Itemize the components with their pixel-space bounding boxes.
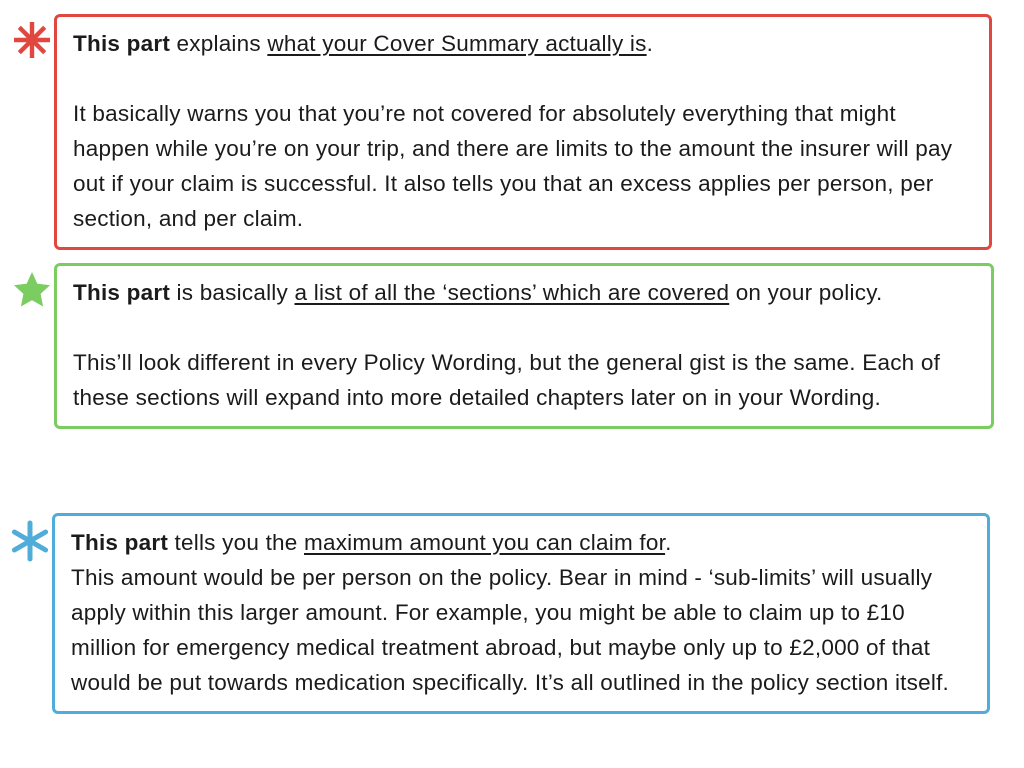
callout-maximum-amount xyxy=(52,513,990,714)
paragraph-run: tells you the xyxy=(168,530,304,555)
blue-asterisk-icon xyxy=(8,519,52,563)
annotation-row-sections-list xyxy=(10,263,1024,429)
annotation-row-maximum-amount xyxy=(8,513,1024,714)
highlighted-phrase: a list of all the ‘sections’ which are covered xyxy=(294,280,730,305)
lead-in-label: This part xyxy=(73,31,171,56)
callout-sections-list xyxy=(54,263,994,429)
callout-paragraph xyxy=(73,275,977,310)
lead-in-label: This part xyxy=(73,280,171,305)
callout-paragraph xyxy=(73,26,975,61)
green-star-icon xyxy=(12,269,52,309)
callout-paragraph: This’ll look different in every Policy Wording, but the general gist is the same. Each of these sections will expand into more detailed chapters later on in your Wording. xyxy=(73,350,941,410)
red-asterisk-burst-icon xyxy=(12,20,52,60)
callout-paragraph: It basically warns you that you’re not covered for absolutely everything that might happen while you’re on your trip, and there are limits to the amount the insurer will pay out if your claim is successful. It also tells you that an excess applies per person, per section, and per claim. xyxy=(73,101,953,231)
marker-cover-summary xyxy=(10,14,54,60)
callout-cover-summary xyxy=(54,14,992,250)
lead-in-label: This part xyxy=(71,530,169,555)
annotation-row-cover-summary xyxy=(10,14,1014,250)
marker-sections-list xyxy=(10,263,54,309)
paragraph-run: . xyxy=(665,530,672,555)
paragraph-run: explains xyxy=(170,31,268,56)
callout-paragraph xyxy=(71,525,973,560)
paragraph-run: on your policy. xyxy=(729,280,883,305)
callout-paragraph: This amount would be per person on the policy. Bear in mind - ‘sub-limits’ will usually apply within this larger amount. For example, you might be able to claim up to £10 million for emergency medical treatment abroad, but maybe only up to £2,000 of that would be put towards medication specifically. It’s all outlined in the policy section itself. xyxy=(71,565,950,695)
highlighted-phrase: maximum amount you can claim for xyxy=(304,530,666,555)
paragraph-run: is basically xyxy=(170,280,295,305)
highlighted-phrase: what your Cover Summary actually is xyxy=(267,31,647,56)
paragraph-run: . xyxy=(646,31,654,56)
marker-maximum-amount xyxy=(8,513,52,563)
